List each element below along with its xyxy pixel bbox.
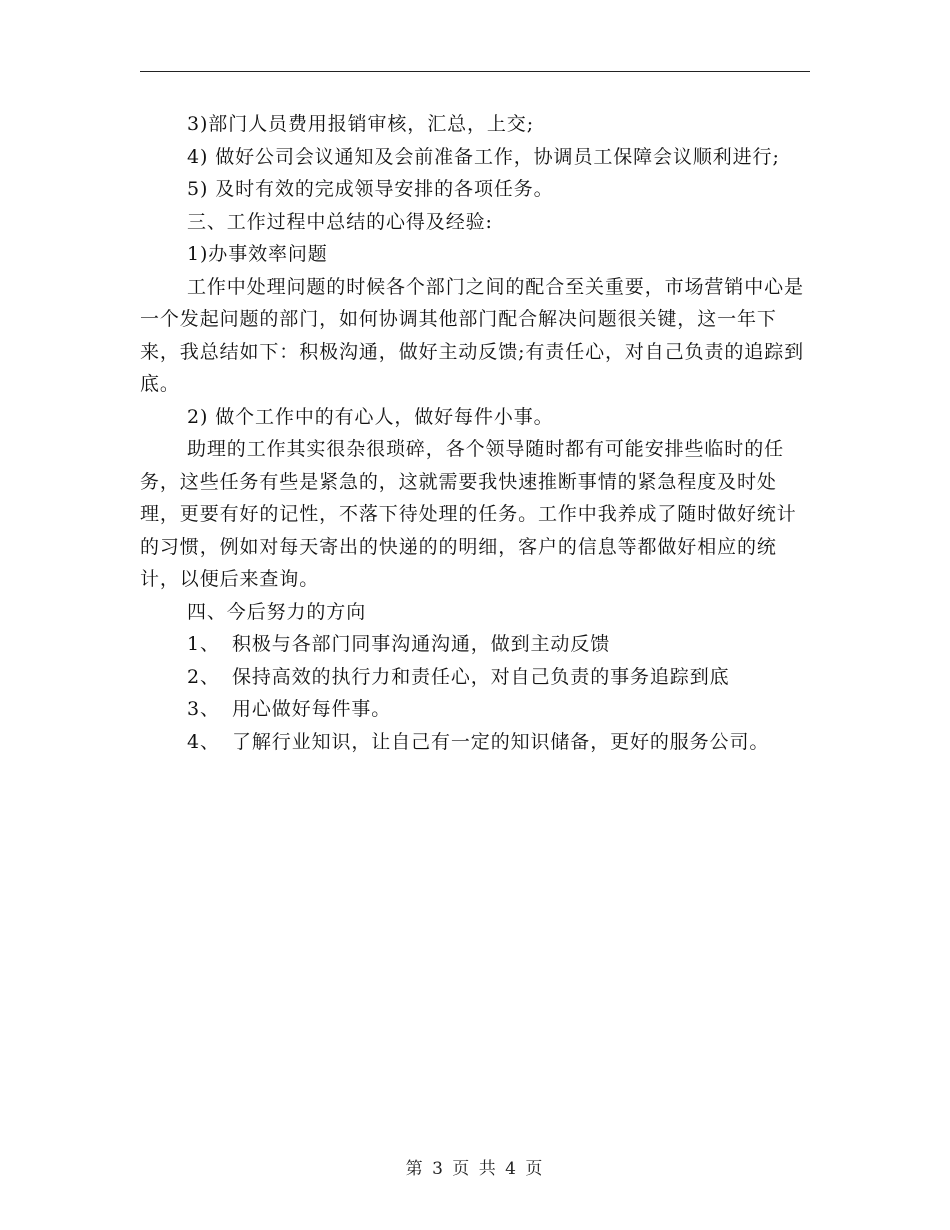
list-item (140, 693, 815, 726)
paragraph-efficiency-body: 工作中处理问题的时候各个部门之间的配合至关重要，市场营销中心是一个发起问题的部门，如何协调其他部门配合解决问题很关键，这一年下来，我总结如下：积极沟通，做好主动反馈;有责任心，对自己负责的追踪到底。 (140, 275, 805, 395)
document-body (140, 108, 815, 758)
list-item-number: 4、 (187, 730, 220, 753)
header-rule (140, 71, 810, 72)
list-item (140, 628, 815, 661)
paragraph-assistant-work: 助理的工作其实很杂很琐碎，各个领导随时都有可能安排些临时的任务，这些任务有些是紧急的，这就需要我快速推断事情的紧急程度及时处理，更要有好的记性，不落下待处理的任务。工作中我养成了随时做好统计的习惯，例如对每天寄出的快递的的明细，客户的信息等都做好相应的统计，以便后来查询。 (140, 438, 797, 590)
list-item (140, 726, 815, 759)
list-item-text: 了解行业知识，让自己有一定的知识储备，更好的服务公司。 (232, 730, 770, 753)
paragraph-expense-review: 3)部门人员费用报销审核，汇总，上交; (187, 113, 535, 135)
section-heading-experience: 三、工作过程中总结的心得及经验: (187, 210, 493, 233)
section-heading-future: 四、今后努力的方向 (187, 600, 367, 623)
subheading-efficiency: 1)办事效率问题 (187, 243, 328, 265)
list-item-number: 2、 (187, 665, 220, 688)
list-item-text: 积极与各部门同事沟通沟通，做到主动反馈 (232, 633, 611, 655)
paragraph-complete-tasks: 5) 及时有效的完成领导安排的各项任务。 (187, 178, 554, 200)
list-item-text: 保持高效的执行力和责任心，对自己负责的事务追踪到底 (232, 665, 730, 688)
subheading-attentive: 2) 做个工作中的有心人，做好每件小事。 (187, 405, 554, 428)
paragraph-meeting-prep: 4) 做好公司会议通知及会前准备工作，协调员工保障会议顺利进行; (187, 145, 780, 168)
list-item-number: 1、 (187, 633, 220, 655)
page-footer: 第 3 页 共 4 页 (405, 1159, 545, 1179)
list-item-text: 用心做好每件事。 (232, 698, 392, 720)
list-item-number: 3、 (187, 698, 220, 720)
list-item (140, 661, 815, 694)
